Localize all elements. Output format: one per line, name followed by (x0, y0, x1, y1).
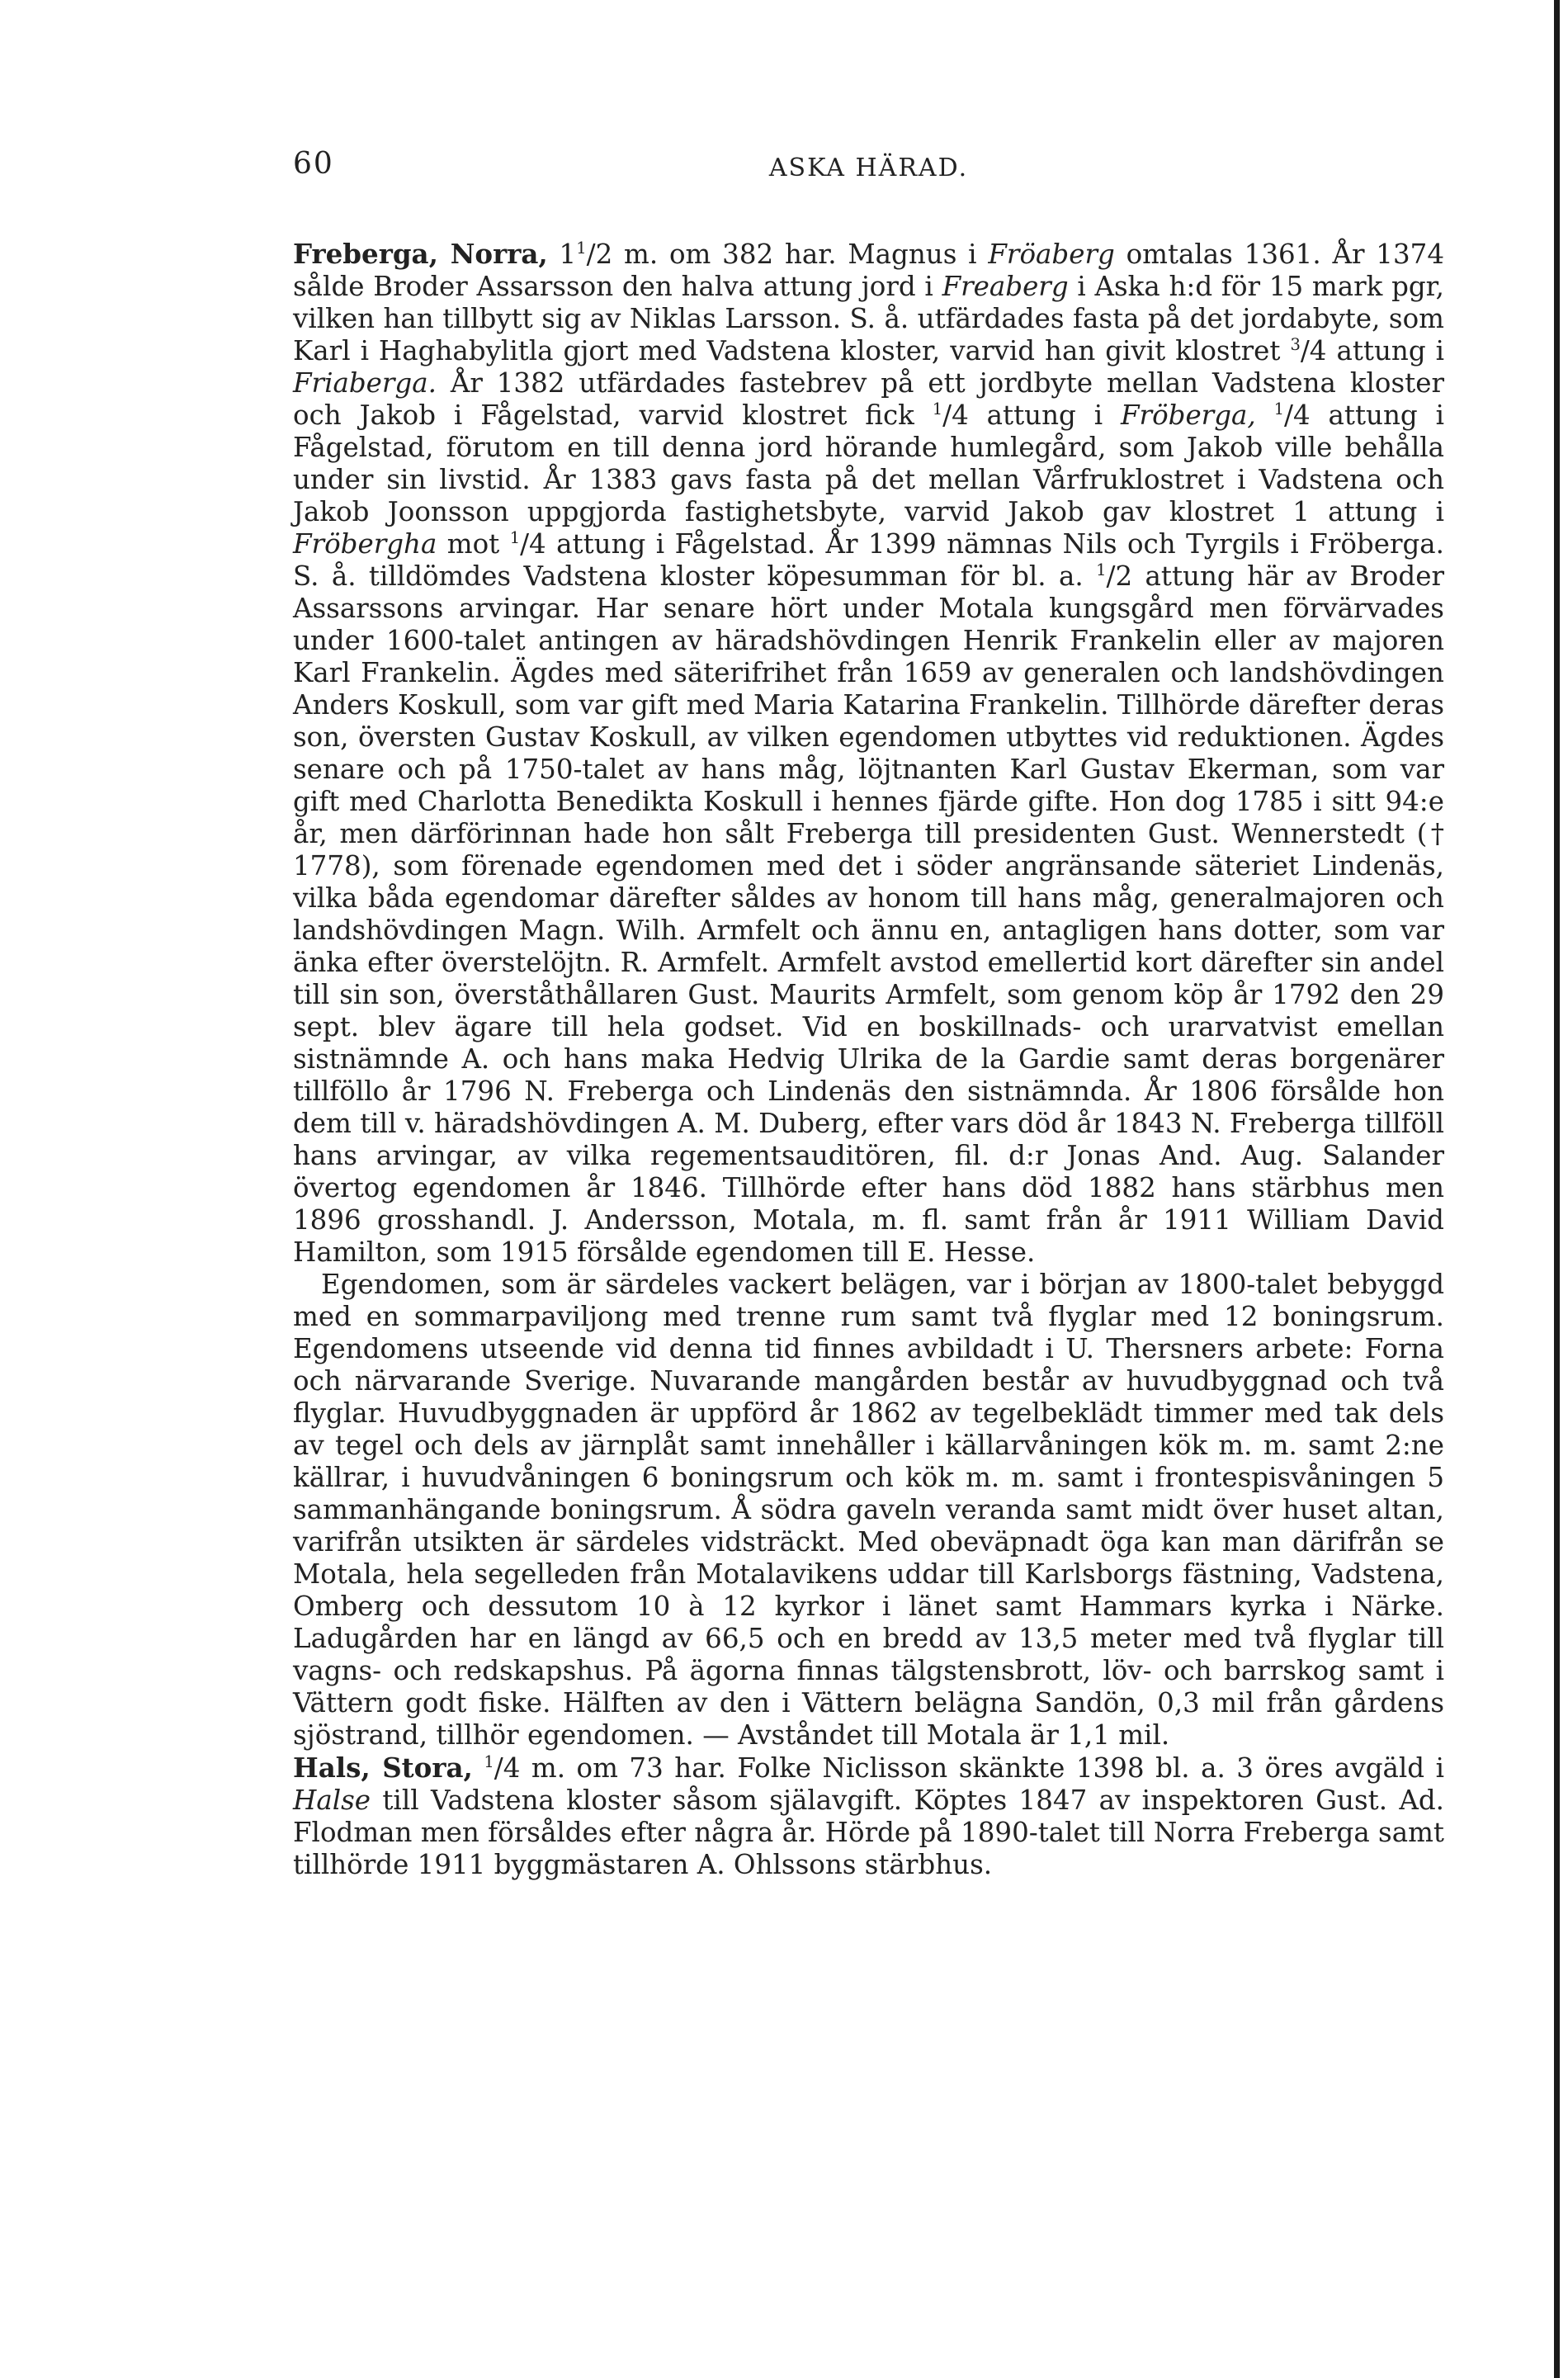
text-run (473, 1752, 484, 1784)
entry-paragraph (293, 238, 1444, 1269)
text-run: 1 (547, 239, 577, 270)
entry-heading: Hals, Stora, (293, 1752, 473, 1784)
page-header (293, 147, 1444, 196)
italic-place-name: Fröberga, (1120, 399, 1256, 431)
book-page (293, 147, 1444, 1881)
running-head: ASKA HÄRAD. (768, 154, 969, 182)
text-run: /4 attung i Fågelstad, förutom en till denna jord hörande humlegård, som Jakob ville behålla under sin livstid. År 1383 gavs fasta på det mellan Vårfruklostret i Vadstena och Jakob Joonsson uppgjorda fastighetsbyte, varvid Jakob gav klostret 1 attung i (293, 399, 1444, 527)
italic-place-name: Fröaberg (988, 239, 1115, 270)
fraction-numerator: 1 (576, 239, 587, 258)
text-run (1256, 399, 1274, 431)
text-run: /2 m. om 382 har. Magnus i (586, 239, 989, 270)
text-run: /2 attung här av Broder Assarssons arvingar. Har senare hört under Motala kungsgård men förvärvades under 1600-talet antingen av häradshövdingen Henrik Frankelin eller av majoren Karl Frankelin. Ägdes med säterifrihet från 1659 av generalen och landshövdingen Anders Koskull, som var gift med Maria Katarina Frankelin. Tillhörde därefter deras son, översten Gustav Koskull, av vilken egendomen utbyttes vid reduktionen. Ägdes senare och på 1750-talet av hans måg, löjtnanten Karl Gustav Ekerman, som var gift med Charlotta Benedikta Koskull i hennes fjärde gifte. Hon dog 1785 i sitt 94:e år, men därförinnan hade hon sålt Freberga till presidenten Gust. Wennerstedt († 1778), som förenade egendomen med det i söder angränsande säteriet Lindenäs, vilka båda egendomar därefter såldes av honom till hans måg, generalmajoren och landshövdingen Magn. Wilh. Armfelt och ännu en, antagligen hans dotter, som var änka efter överstelöjtn. R. Armfelt. Armfelt avstod emellertid kort därefter sin andel till sin son, överståthållaren Gust. Maurits Armfelt, som genom köp år 1792 den 29 sept. blev ägare till hela godset. Vid en boskillnads- och urarvatvist emellan sistnämnde A. och hans maka Hedvig Ulrika de la Gardie samt deras borgenärer tillföllo år 1796 N. Freberga och Lindenäs den sistnämnda. År 1806 försålde hon dem till v. häradshövdingen A. M. Duberg, efter vars död år 1843 N. Freberga tillföll hans arvingar, av vilka regementsauditören, fil. d:r Jonas And. Aug. Salander övertog egendomen år 1846. Tillhörde efter hans död 1882 hans stärbhus men 1896 grosshandl. J. Andersson, Motala, m. fl. samt från år 1911 William David Hamilton, som 1915 försålde egendomen till E. Hesse. (293, 560, 1444, 1268)
fraction-numerator: 1 (1273, 399, 1285, 419)
text-run: i Aska h:d för 15 mark pgr, vilken han tillbytt sig av Niklas Larsson. S. å. utfärdades fasta på det jordabyte, som Karl i Haghabylitla gjort med Vadstena kloster, varvid han givit klostret (293, 271, 1444, 366)
fraction-numerator: 1 (484, 1752, 494, 1772)
italic-place-name: Freaberg (942, 271, 1069, 302)
italic-place-name: Friaberga. (293, 367, 437, 399)
text-run: /4 attung i (1300, 335, 1444, 366)
text-run: /4 attung i (942, 399, 1121, 431)
text-run: till Vadstena kloster såsom själavgift. Köptes 1847 av inspektoren Gust. Ad. Flodman men försåldes efter några år. Hörde på 1890-talet till Norra Freberga samt tillhörde 1911 byggmästaren A. Ohlssons stärbhus. (293, 1785, 1444, 1880)
entry-heading: Freberga, Norra, (293, 238, 548, 270)
page-edge-rule (1554, 0, 1560, 2378)
text-run: Egendomen, som är särdeles vackert belägen, var i början av 1800-talet bebyggd med en sommarpaviljong med trenne rum samt två flyglar med 12 boningsrum. Egendomens utseende vid denna tid finnes avbildadt i U. Thersners arbete: Forna och närvarande Sverige. Nuvarande mangården består av huvudbyggnad och två flyglar. Huvudbyggnaden är uppförd år 1862 av tegelbeklädt timmer med tak dels av tegel och dels av järnplåt samt innehåller i källarvåningen kök m. m. samt 2:ne källrar, i huvudvåningen 6 boningsrum och kök m. m. samt i frontespisvåningen 5 sammanhängande boningsrum. Å södra gaveln veranda samt midt över huset altan, varifrån utsikten är särdeles vidsträckt. Med obeväpnadt öga kan man därifrån se Motala, hela segelleden från Motalavikens uddar till Karlsborgs fästning, Vadstena, Omberg och dessutom 10 à 12 kyrkor i länet samt Hammars kyrka i Närke. Ladugården har en längd av 66,5 och en bredd av 13,5 meter med två flyglar till vagns- och redskapshus. På ägorna finnas tälgstensbrott, löv- och barrskog samt i Vättern godt fiske. Hälften av den i Vättern belägna Sandön, 0,3 mil från gårdens sjöstrand, tillhör egendomen. — Avståndet till Motala är 1,1 mil. (293, 1269, 1444, 1751)
text-run: /4 attung i Fågelstad. År 1399 nämnas Nils och Tyrgils i Fröberga. S. å. tilldömdes Vadstena kloster köpesumman för bl. a. (293, 528, 1445, 592)
text-run: mot (437, 528, 510, 560)
italic-place-name: Fröbergha (293, 528, 437, 560)
description-paragraph (293, 1269, 1444, 1752)
page-number: 60 (293, 147, 334, 181)
fraction-numerator: 3 (1290, 335, 1301, 355)
fraction-numerator: 1 (932, 399, 943, 419)
italic-place-name: Halse (293, 1785, 371, 1816)
text-run: omtalas 1361. År 1374 sålde Broder Assarsson den halva attung jord i (293, 239, 1444, 302)
fraction-numerator: 1 (1096, 560, 1107, 580)
text-run: /4 m. om 73 har. Folke Niclisson skänkte 1398 bl. a. 3 öres avgäld i (494, 1752, 1444, 1784)
text-run: År 1382 utfärdades fastebrev på ett jordbyte mellan Vadstena kloster och Jakob i Fågelstad, varvid klostret fick (293, 367, 1444, 431)
page-body (293, 238, 1444, 1881)
entry-paragraph (293, 1752, 1444, 1881)
fraction-numerator: 1 (509, 528, 521, 548)
